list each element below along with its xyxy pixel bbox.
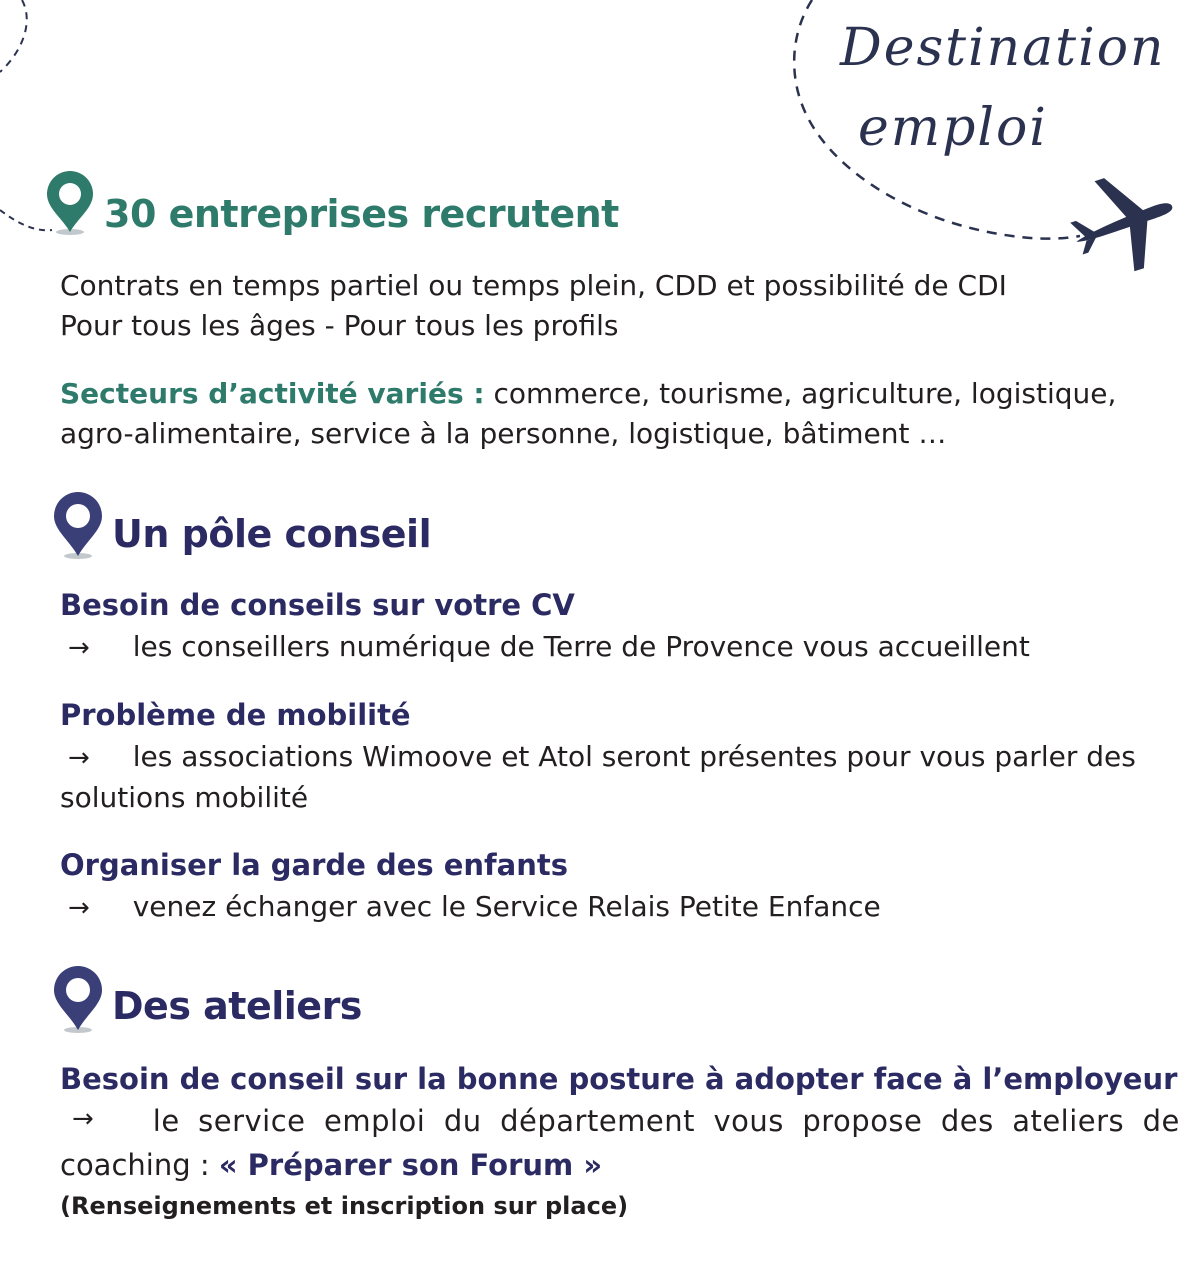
- registration-note: (Renseignements et inscription sur place): [60, 1192, 629, 1220]
- word: ateliers: [1012, 1104, 1125, 1138]
- workshop-title: Besoin de conseil sur la bonne posture à adopter face à l’employeur: [60, 1062, 1178, 1096]
- word: le: [152, 1104, 180, 1138]
- advice-item-line: [68, 630, 1030, 663]
- word: département: [500, 1104, 695, 1138]
- advice-item-title: Organiser la garde des enfants: [60, 848, 569, 882]
- airplane-icon: [1060, 161, 1187, 286]
- advice-item-title: Besoin de conseils sur votre CV: [60, 588, 575, 622]
- sectors-label: Secteurs d’activité variés :: [60, 377, 485, 410]
- workshop-description-line2: [60, 1148, 602, 1182]
- right-arrow-icon: →: [68, 743, 90, 773]
- word: emploi: [324, 1104, 426, 1138]
- coaching-prefix: coaching :: [60, 1148, 219, 1182]
- header-title-line1: Destination: [840, 18, 1166, 78]
- sectors-text-line2: agro-alimentaire, service à la personne, logistique, bâtiment …: [60, 417, 947, 450]
- map-pin-icon: [54, 966, 102, 1033]
- header-title-line2: emploi: [858, 98, 1048, 158]
- section-heading-recruiters: 30 entreprises recrutent: [104, 192, 619, 236]
- right-arrow-icon: →: [68, 893, 90, 923]
- right-arrow-icon: →: [72, 1104, 95, 1134]
- advice-item-title: Problème de mobilité: [60, 698, 411, 732]
- word: service: [198, 1104, 306, 1138]
- profiles-line: Pour tous les âges - Pour tous les profils: [60, 309, 619, 342]
- contracts-line: Contrats en temps partiel ou temps plein, CDD et possibilité de CDI: [60, 269, 1007, 302]
- advice-item-text-continued: solutions mobilité: [60, 781, 309, 814]
- section-heading-advice: Un pôle conseil: [112, 512, 432, 556]
- advice-item-text: les associations Wimoove et Atol seront présentes pour vous parler des: [132, 740, 1136, 773]
- advice-item-line: [68, 740, 1136, 773]
- map-pin-icon: [47, 171, 93, 235]
- sectors-text-line1: commerce, tourisme, agriculture, logistique,: [484, 377, 1117, 410]
- advice-item-text: les conseillers numérique de Terre de Provence vous accueillent: [132, 630, 1030, 663]
- word: vous: [713, 1104, 784, 1138]
- dashed-path-top-left: [0, 0, 27, 72]
- dashed-path-left: [0, 210, 52, 230]
- section-heading-workshops: Des ateliers: [112, 984, 362, 1028]
- advice-item-text: venez échanger avec le Service Relais Petite Enfance: [132, 890, 881, 923]
- sectors-paragraph: [60, 374, 1116, 414]
- word: du: [443, 1104, 482, 1138]
- word: de: [1142, 1104, 1180, 1138]
- right-arrow-icon: →: [68, 633, 90, 663]
- word: propose: [802, 1104, 923, 1138]
- map-pin-icon: [54, 492, 102, 559]
- advice-item-line: [68, 890, 881, 923]
- workshop-description-line1: [60, 1104, 1180, 1138]
- word: des: [940, 1104, 994, 1138]
- forum-quote: « Préparer son Forum »: [218, 1148, 603, 1182]
